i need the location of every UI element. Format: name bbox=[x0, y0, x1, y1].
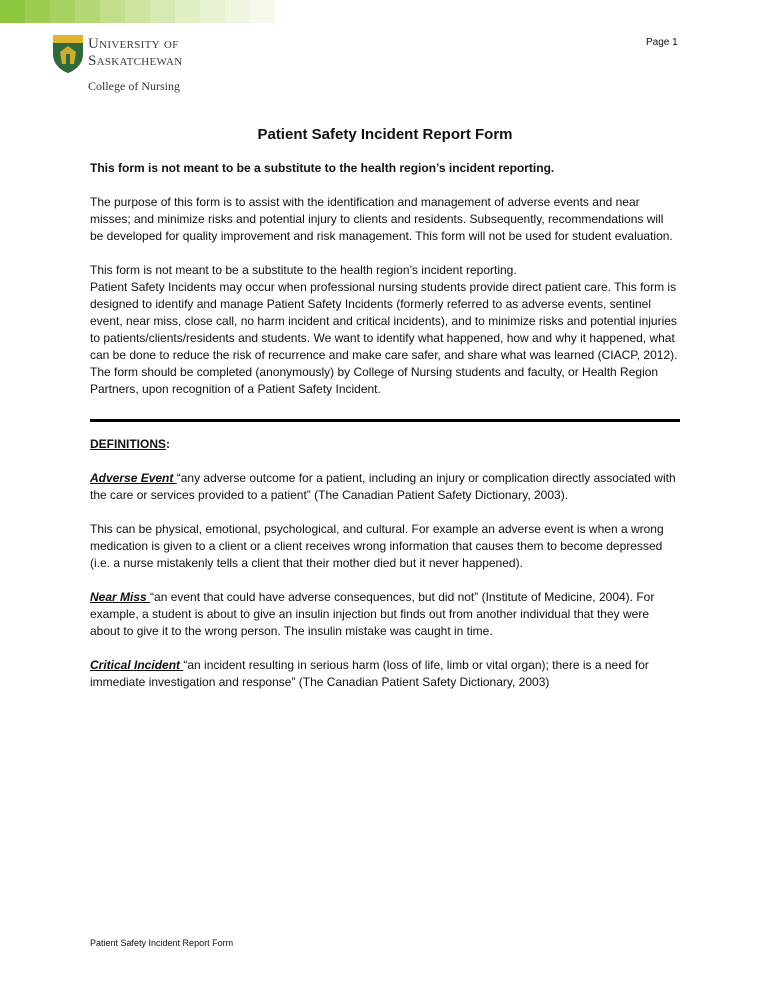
stripe-block bbox=[75, 0, 100, 23]
description-paragraph bbox=[90, 262, 680, 398]
university-name-line1: University of bbox=[88, 36, 179, 52]
stripe-block bbox=[0, 0, 25, 23]
definitions-heading-text: DEFINITIONS bbox=[90, 437, 167, 451]
notice-repeat: This form is not meant to be a substitute to the health region’s incident reporting. bbox=[90, 263, 517, 277]
critical-incident-text: “an incident resulting in serious harm (loss of life, limb or vital organ); there is a need for immediate investigation and response” (The Canadian Patient Safety Dictionary, 2003) bbox=[90, 658, 649, 689]
near-miss-text: “an event that could have adverse consequences, but did not” (Institute of Medicine, 2004). For example, a student is about to give an insulin injection but finds out from another individual that they were about to give it to the wrong person. The insulin mistake was caught in time. bbox=[90, 590, 655, 638]
description-text: Patient Safety Incidents may occur when professional nursing students provide direct patient care. This form is designed to identify and manage Patient Safety Incidents (formerly referred to as adverse events, sentinel event, near miss, close call, no harm incident and critical incidents), and to minimize risks and potential injuries to patients/clients/residents and students. We want to identify what happened, how and why it happened, what can be done to reduce the risk of recurrence and make care safer, and share what was learned (CIACP, 2012). The form should be completed (anonymously) by College of Nursing students and faculty, or Health Region Partners, upon recognition of a Patient Safety Incident. bbox=[90, 280, 678, 396]
university-name-line2: Saskatchewan bbox=[88, 53, 183, 69]
stripe-block bbox=[225, 0, 250, 23]
header-color-stripe bbox=[0, 0, 275, 23]
term-critical-incident: Critical Incident bbox=[90, 658, 184, 672]
stripe-block bbox=[150, 0, 175, 23]
definitions-heading-colon: : bbox=[166, 437, 171, 451]
definitions-heading bbox=[90, 436, 680, 453]
definition-adverse-event bbox=[90, 470, 680, 504]
document-body bbox=[90, 126, 680, 708]
university-name bbox=[88, 36, 182, 70]
stripe-block bbox=[125, 0, 150, 23]
stripe-block bbox=[175, 0, 200, 23]
notice-text: This form is not meant to be a substitute to the health region’s incident reporting. bbox=[90, 161, 555, 175]
university-logo bbox=[52, 34, 222, 96]
adverse-event-text: “any adverse outcome for a patient, including an injury or complication directly associated with the care or services provided to a patient” (The Canadian Patient Safety Dictionary, 2003). bbox=[90, 471, 676, 502]
stripe-block bbox=[100, 0, 125, 23]
definition-critical-incident bbox=[90, 657, 680, 691]
page-number: Page 1 bbox=[646, 37, 678, 48]
adverse-event-example: This can be physical, emotional, psychological, and cultural. For example an adverse event is when a wrong medication is given to a client or a client receives wrong information that causes them to become depressed (i.e. a nurse mistakenly tells a client that their mother died but it never happened). bbox=[90, 522, 664, 570]
purpose-paragraph: The purpose of this form is to assist with the identification and management of adverse events and near misses; and minimize risks and potential injury to clients and residents. Subsequently, recommendations will be developed for quality improvement and risk management. This form will not be used for student evaluation. bbox=[90, 195, 673, 243]
shield-icon bbox=[52, 34, 84, 74]
term-adverse-event: Adverse Event bbox=[90, 471, 177, 485]
term-near-miss: Near Miss bbox=[90, 590, 151, 604]
stripe-block bbox=[250, 0, 275, 23]
stripe-block bbox=[200, 0, 225, 23]
page-footer: Patient Safety Incident Report Form bbox=[90, 938, 234, 948]
stripe-block bbox=[50, 0, 75, 23]
college-name: College of Nursing bbox=[88, 79, 180, 93]
form-title: Patient Safety Incident Report Form bbox=[257, 126, 513, 143]
definition-near-miss bbox=[90, 589, 680, 640]
section-divider bbox=[90, 419, 680, 422]
stripe-block bbox=[25, 0, 50, 23]
